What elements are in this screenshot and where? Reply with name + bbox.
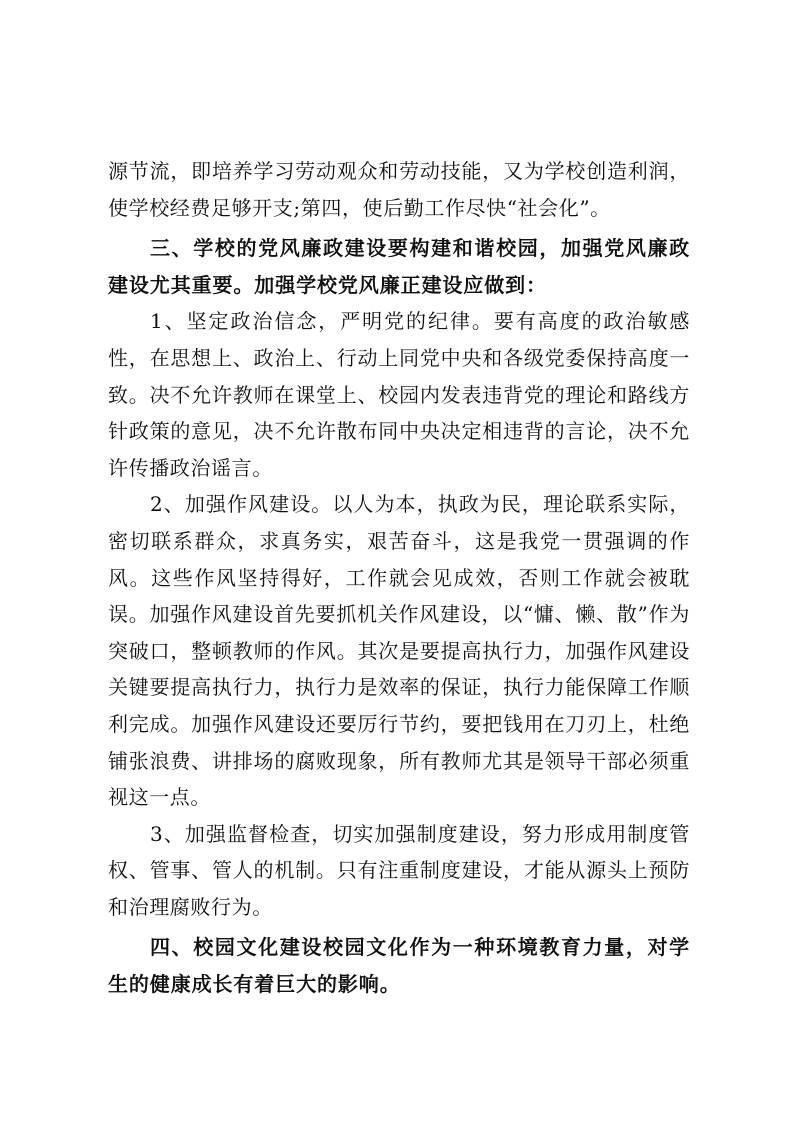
paragraph-item-2: 2、加强作风建设。以人为本，执政为民，理论联系实际，密切联系群众，求真务实，艰苦奋斗，这是我党一贯强调的作风。这些作风坚持得好，工作就会见成效，否则工作就会被耽误。加强作风建设首先要抓机关作风建设，以“慵、懒、散”作为突破口，整顿教师的作风。其次是要提高执行力，加强作风建设关键要提高执行力，执行力是效率的保证，执行力能保障工作顺利完成。加强作风建设还要厉行节约，要把钱用在刀刃上，杜绝铺张浪费、讲排场的腐败现象，所有教师尤其是领导干部必须重视这一点。 <box>108 492 690 810</box>
paragraph-continued: 源节流，即培养学习劳动观众和劳动技能，又为学校创造利润，使学校经费足够开支;第四，使后勤工作尽快“社会化”。 <box>108 159 690 220</box>
section-heading-3: 三、学校的党风廉政建设要构建和谐校园，加强党风廉政建设尤其重要。加强学校党风廉正建设应做到： <box>108 236 690 297</box>
document-body <box>108 153 690 1003</box>
paragraph-item-3: 3、加强监督检查，切实加强制度建设，努力形成用制度管权、管事、管人的机制。只有注重制度建设，才能从源头上预防和治理腐败行为。 <box>108 821 690 919</box>
paragraph-item-1: 1、坚定政治信念，严明党的纪律。要有高度的政治敏感性，在思想上、政治上、行动上同党中央和各级党委保持高度一致。决不允许教师在课堂上、校园内发表违背党的理论和路线方针政策的意见，决不允许散布同中央决定相违背的言论，决不允许传播政治谣言。 <box>108 309 690 480</box>
section-heading-4: 四、校园文化建设校园文化作为一种环境教育力量，对学生的健康成长有着巨大的影响。 <box>108 935 690 997</box>
